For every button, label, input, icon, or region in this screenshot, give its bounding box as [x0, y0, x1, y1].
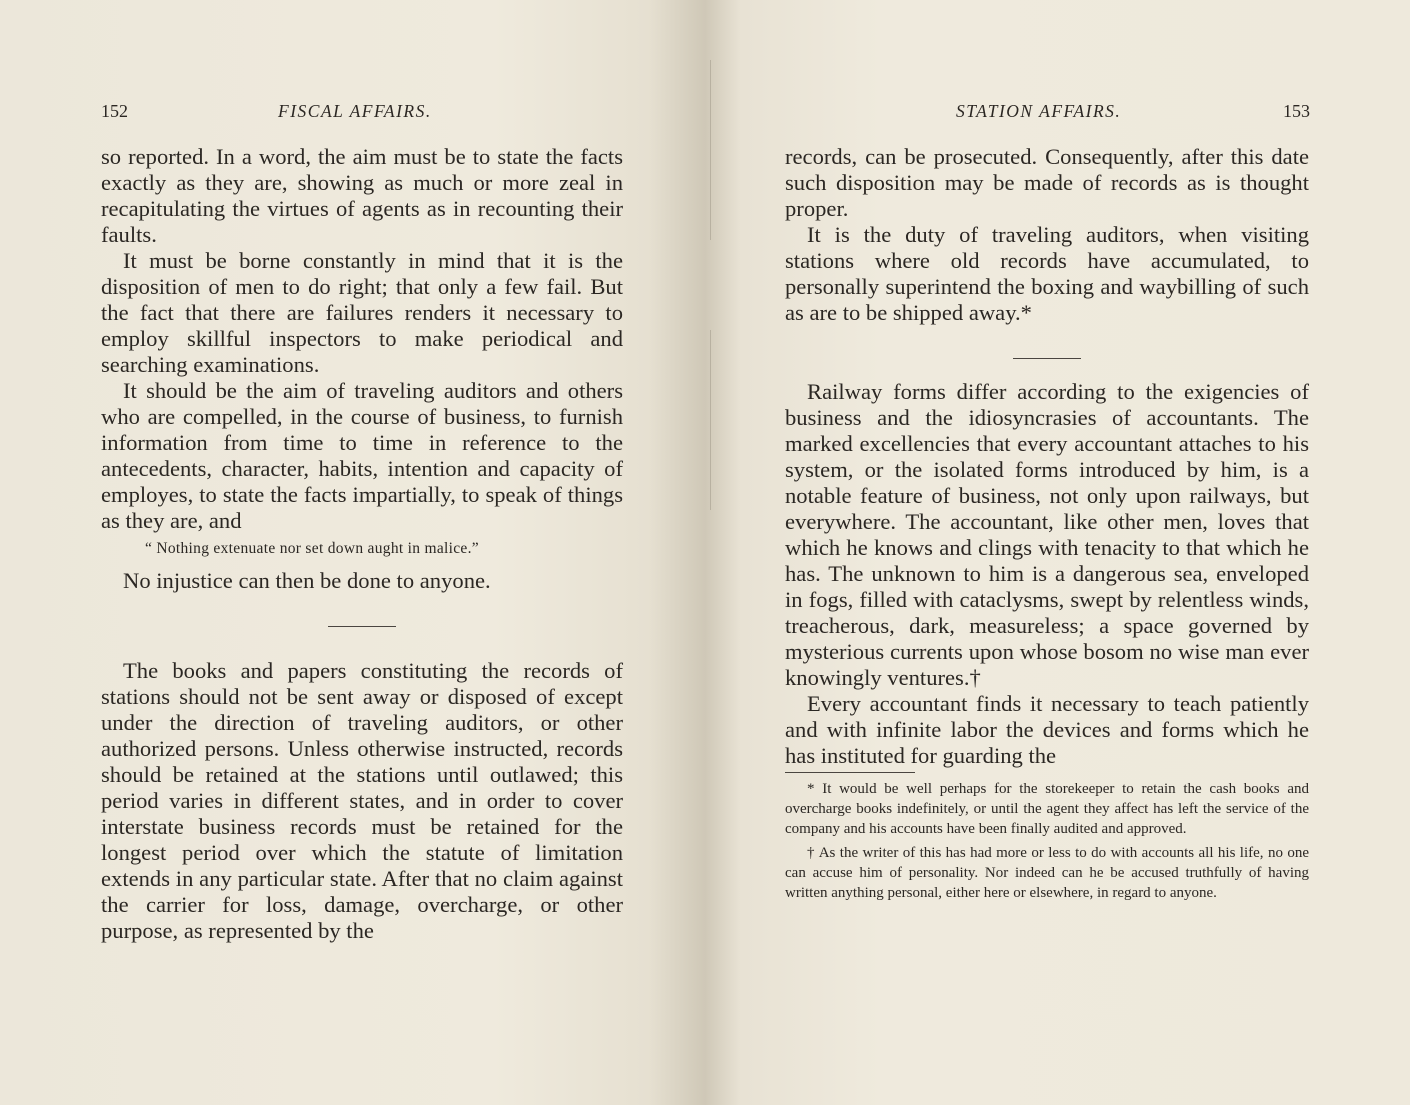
- binding-shadow: [710, 330, 711, 510]
- block-quote: “ Nothing extenuate nor set down aught in malice.”: [145, 540, 479, 557]
- paragraph: It must be borne constantly in mind that it is the disposition of men to do right; that only a few fail. But the fact that there are failures renders it necessary to employ skillful inspectors to make periodical and searching examinations.: [101, 248, 623, 377]
- paragraph: It is the duty of traveling auditors, when visiting stations where old records have accumulated, to personally superintend the boxing and waybilling of such as are to be shipped away.*: [785, 222, 1309, 325]
- footnotes: [785, 779, 1309, 903]
- paragraph: Every accountant finds it necessary to teach patiently and with infinite labor the devices and forms which he has instituted for guarding the: [785, 691, 1309, 768]
- binding-shadow: [710, 60, 711, 240]
- right-page: [705, 0, 1410, 1105]
- left-page-header: [101, 98, 623, 124]
- paragraph: It should be the aim of traveling auditors and others who are compelled, in the course of business, to furnish information from time to time in reference to the antecedents, character, habits, intention and capacity of employes, to state the facts impartially, to speak of things as they are, and: [101, 378, 623, 533]
- section-divider: [1013, 358, 1081, 359]
- paragraph: so reported. In a word, the aim must be to state the facts exactly as they are, showing as much or more zeal in recapitulating the virtues of agents as in recounting their faults.: [101, 144, 623, 247]
- paragraph: The books and papers constituting the records of stations should not be sent away or disposed of except under the direction of traveling auditors, or other authorized persons. Unless otherwise instructed, records should be retained at the stations until outlawed; this period varies in different states, and in order to cover interstate business records must be retained for the longest period over which the statute of limitation extends in any particular state. After that no claim against the carrier for loss, damage, overcharge, or other purpose, as represented by the: [101, 658, 623, 943]
- section-divider: [328, 626, 396, 627]
- paragraph: Railway forms differ according to the exigencies of business and the idiosyncrasies of accountants. The marked excellencies that every accountant attaches to his system, or the isolated forms introduced by him, is a notable feature of business, not only upon railways, but everywhere. The accountant, like other men, loves that which he knows and clings with tenacity to that which he has. The unknown to him is a dangerous sea, enveloped in fogs, filled with cataclysms, swept by relentless winds, treacherous, dark, measureless; a space governed by mysterious currents upon whose bosom no wise man ever knowingly ventures.†: [785, 379, 1309, 690]
- paragraph: No injustice can then be done to anyone.: [123, 568, 491, 593]
- page-number: 152: [101, 101, 128, 121]
- running-head: FISCAL AFFAIRS.: [278, 101, 432, 121]
- footnote: * It would be well perhaps for the storekeeper to retain the cash books and overcharge books indefinitely, or until the agent they affect has left the service of the company and his accounts have been finally audited and approved.: [785, 781, 1309, 837]
- running-head: STATION AFFAIRS.: [956, 101, 1122, 121]
- left-page-body: [101, 144, 623, 944]
- page-number: 153: [1283, 101, 1310, 121]
- paragraph: records, can be prosecuted. Consequently, after this date such disposition may be made of records as is thought proper.: [785, 144, 1309, 221]
- footnote: † As the writer of this has had more or less to do with accounts all his life, no one can accuse him of personality. Nor indeed can he be accused truthfully of having written anything personal, either here or elsewhere, in regard to anyone.: [785, 845, 1309, 901]
- footnote-rule: [785, 772, 915, 773]
- right-page-header: [780, 98, 1310, 124]
- right-page-body: [785, 144, 1309, 903]
